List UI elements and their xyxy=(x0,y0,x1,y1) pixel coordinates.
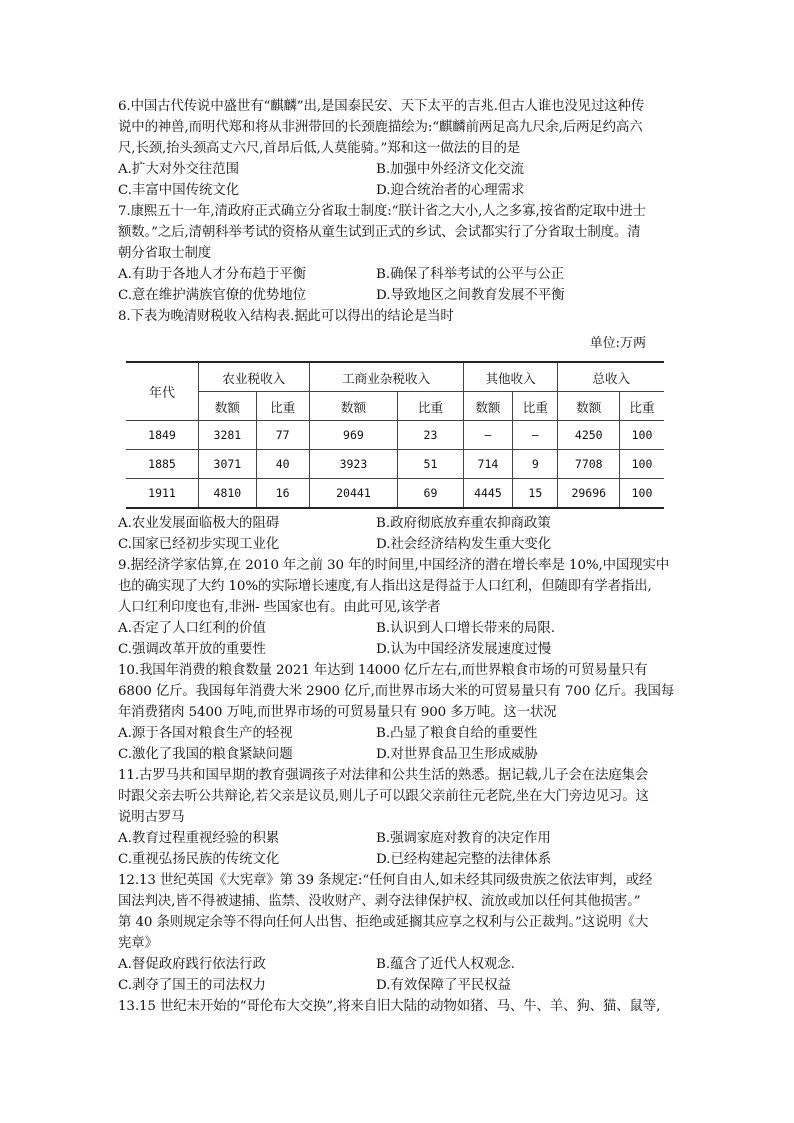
question-text-line: 6.中国古代传说中盛世有“麒麟”出,是国泰民安、天下太平的吉兆.但古人谁也没见过这种传 xyxy=(118,99,645,114)
option-row xyxy=(118,285,678,306)
option-d[interactable]: D.已经构建起完整的法律体系 xyxy=(376,852,552,867)
table-cell: — xyxy=(463,421,513,450)
question-text-line: 9.据经济学家估算,在 2010 年之前 30 年的时间里,中国经济的潜在增长率是 10%,中国现实中 xyxy=(118,558,670,573)
table-cell: 3071 xyxy=(199,450,257,479)
group-header: 总收入 xyxy=(558,362,664,392)
table-cell: 969 xyxy=(309,421,398,450)
option-c[interactable]: C.重视弘扬民族的传统文化 xyxy=(118,852,280,867)
question-text-line: 额数。”之后,清朝科举考试的资格从童生试到正式的乡试、会试都实行了分省取士制度。清 xyxy=(118,225,641,240)
table-cell: 16 xyxy=(256,479,309,509)
table-cell: 100 xyxy=(620,479,664,509)
table-cell: 7708 xyxy=(558,450,620,479)
option-row xyxy=(118,954,678,975)
question-10 xyxy=(118,660,678,765)
table-cell: 714 xyxy=(463,450,513,479)
table-cell: 9 xyxy=(513,450,558,479)
table-cell: 1849 xyxy=(126,421,199,450)
question-9 xyxy=(118,555,678,660)
table-cell: 51 xyxy=(398,450,463,479)
sub-header: 比重 xyxy=(256,392,309,421)
table-cell: 3923 xyxy=(309,450,398,479)
option-a[interactable]: A.源于各国对粮食生产的轻视 xyxy=(118,726,293,741)
question-text-line: 年消费猪肉 5400 万吨,而世界市场的可贸易量只有 900 多万吨。这一状况 xyxy=(118,705,557,720)
question-text-line: 人口红利印度也有,非洲- 些国家也有。由此可见,该学者 xyxy=(118,600,441,615)
option-row xyxy=(118,849,678,870)
question-text-line: 11.古罗马共和国早期的教育强调孩子对法律和公共生活的熟悉。据记载,儿子会在法庭集会 xyxy=(118,768,649,783)
table-cell: — xyxy=(513,421,558,450)
sub-header: 比重 xyxy=(620,392,664,421)
question-8 xyxy=(118,306,678,555)
option-c[interactable]: C.剥夺了国王的司法权力 xyxy=(118,978,266,993)
question-text-line: 尺,长颈,抬头颈高丈六尺,首昂后低,人莫能骑。”郑和这一做法的目的是 xyxy=(118,141,521,156)
table-cell: 20441 xyxy=(309,479,398,509)
option-c[interactable]: C.国家已经初步实现工业化 xyxy=(118,537,280,552)
table-cell: 4810 xyxy=(199,479,257,509)
option-row xyxy=(118,159,678,180)
option-d[interactable]: D.导致地区之间教育发展不平衡 xyxy=(376,288,565,303)
tax-revenue-table xyxy=(126,361,664,509)
option-row xyxy=(118,744,678,765)
option-d[interactable]: D.认为中国经济发展速度过慢 xyxy=(376,642,552,657)
question-11 xyxy=(118,765,678,870)
question-text-line: 朝分省取士制度 xyxy=(118,246,212,261)
option-row xyxy=(118,975,678,996)
option-b[interactable]: B.认识到人口增长带来的局限. xyxy=(376,621,556,636)
table-cell: 3281 xyxy=(199,421,257,450)
option-c[interactable]: C.意在维护满族官僚的优势地位 xyxy=(118,288,307,303)
table-cell: 29696 xyxy=(558,479,620,509)
option-row xyxy=(118,534,678,555)
option-row xyxy=(118,618,678,639)
question-7 xyxy=(118,201,678,306)
option-b[interactable]: B.加强中外经济文化交流 xyxy=(376,162,525,177)
option-c[interactable]: C.丰富中国传统文化 xyxy=(118,183,240,198)
option-c[interactable]: C.强调改革开放的重要性 xyxy=(118,642,266,657)
question-text-line: 国法判决,皆不得被逮捕、监禁、没收财产、剥夺法律保护权、流放或加以任何其他损害。” xyxy=(118,894,641,909)
option-a[interactable]: A.农业发展面临极大的阻碍 xyxy=(118,516,280,531)
question-text-line: 也的确实现了大约 10%的实际增长速度,有人指出这是得益于人口红利，但随即有学者指出, xyxy=(118,579,652,594)
question-text-line: 7.康熙五十一年,清政府正式确立分省取士制度:“朕计省之大小,人之多寡,按省酌定取中进士 xyxy=(118,204,646,219)
table-cell: 1911 xyxy=(126,479,199,509)
group-header: 工商业杂税收入 xyxy=(309,362,463,392)
table-cell: 4250 xyxy=(558,421,620,450)
option-row xyxy=(118,828,678,849)
question-12 xyxy=(118,870,678,996)
table-cell: 1885 xyxy=(126,450,199,479)
exam-page xyxy=(118,96,678,1017)
option-row xyxy=(118,513,678,534)
question-text-line: 说明古罗马 xyxy=(118,810,185,825)
question-text-line: 10.我国年消费的粮食数量 2021 年达到 14000 亿斤左右,而世界粮食市场的可贸易量只有 xyxy=(118,663,648,678)
option-d[interactable]: D.对世界食品卫生形成威胁 xyxy=(376,747,538,762)
table-cell: 100 xyxy=(620,421,664,450)
table-cell: 77 xyxy=(256,421,309,450)
sub-header: 比重 xyxy=(513,392,558,421)
sub-header: 数额 xyxy=(199,392,257,421)
option-b[interactable]: B.凸显了粮食自给的重要性 xyxy=(376,726,538,741)
option-d[interactable]: D.迎合统治者的心理需求 xyxy=(376,183,525,198)
option-a[interactable]: A.教育过程重视经验的积累 xyxy=(118,831,280,846)
sub-header: 数额 xyxy=(463,392,513,421)
option-a[interactable]: A.扩大对外交往范围 xyxy=(118,162,240,177)
sub-header: 数额 xyxy=(558,392,620,421)
sub-header: 数额 xyxy=(309,392,398,421)
group-header: 其他收入 xyxy=(463,362,558,392)
group-header: 农业税收入 xyxy=(199,362,310,392)
question-6 xyxy=(118,96,678,201)
option-d[interactable]: D.有效保障了平民权益 xyxy=(376,978,512,993)
question-text-line: 12.13 世纪英国《大宪章》第 39 条规定:“任何自由人,如未经其同级贵族之依法审判，或经 xyxy=(118,873,653,888)
table-row xyxy=(126,421,664,450)
question-text-line: 时跟父亲去听公共辩论,若父亲是议员,则儿子可以跟父亲前往元老院,坐在大门旁边见习。这 xyxy=(118,789,649,804)
option-row xyxy=(118,264,678,285)
option-b[interactable]: B.强调家庭对教育的决定作用 xyxy=(376,831,551,846)
option-c[interactable]: C.激化了我国的粮食紧缺问题 xyxy=(118,747,293,762)
option-row xyxy=(118,723,678,744)
option-a[interactable]: A.否定了人口红利的价值 xyxy=(118,621,266,636)
table-row xyxy=(126,450,664,479)
option-b[interactable]: B.政府彻底放弃重农抑商政策 xyxy=(376,516,551,531)
table-cell: 100 xyxy=(620,450,664,479)
option-b[interactable]: B.确保了科举考试的公平与公正 xyxy=(376,267,565,282)
option-b[interactable]: B.蕴含了近代人权观念. xyxy=(376,957,515,972)
table-cell: 69 xyxy=(398,479,463,509)
question-text-line: 13.15 世纪末开始的“哥伦布大交换”,将来自旧大陆的动物如猪、马、牛、羊、狗、猫、鼠等, xyxy=(118,999,661,1014)
option-a[interactable]: A.督促政府践行依法行政 xyxy=(118,957,266,972)
question-text-line: 第 40 条则规定余等不得向任何人出售、拒绝或延搁其应享之权利与公正裁判。”这说明《大 xyxy=(118,915,649,930)
sub-header: 比重 xyxy=(398,392,463,421)
option-d[interactable]: D.社会经济结构发生重大变化 xyxy=(376,537,552,552)
question-text-line: 说中的神兽,而明代郑和将从非洲带回的长颈鹿描绘为:“麒麟前两足高九尺余,后两足约高六 xyxy=(118,120,643,135)
table-unit-label: 单位:万两 xyxy=(589,336,646,351)
table-cell: 4445 xyxy=(463,479,513,509)
question-13 xyxy=(118,996,678,1017)
question-text-line: 6800 亿斤。我国每年消费大米 2900 亿斤,而世界市场大米的可贸易量只有 700 亿斤。我国每 xyxy=(118,684,675,699)
option-row xyxy=(118,639,678,660)
table-cell: 40 xyxy=(256,450,309,479)
year-header: 年代 xyxy=(126,362,199,421)
question-text-line: 宪章》 xyxy=(118,936,158,951)
question-text-line: 8.下表为晚清财税收入结构表.据此可以得出的结论是当时 xyxy=(118,309,454,324)
option-a[interactable]: A.有助于各地人才分布趋于平衡 xyxy=(118,267,307,282)
table-cell: 23 xyxy=(398,421,463,450)
table-cell: 15 xyxy=(513,479,558,509)
option-row xyxy=(118,180,678,201)
table-row xyxy=(126,479,664,509)
